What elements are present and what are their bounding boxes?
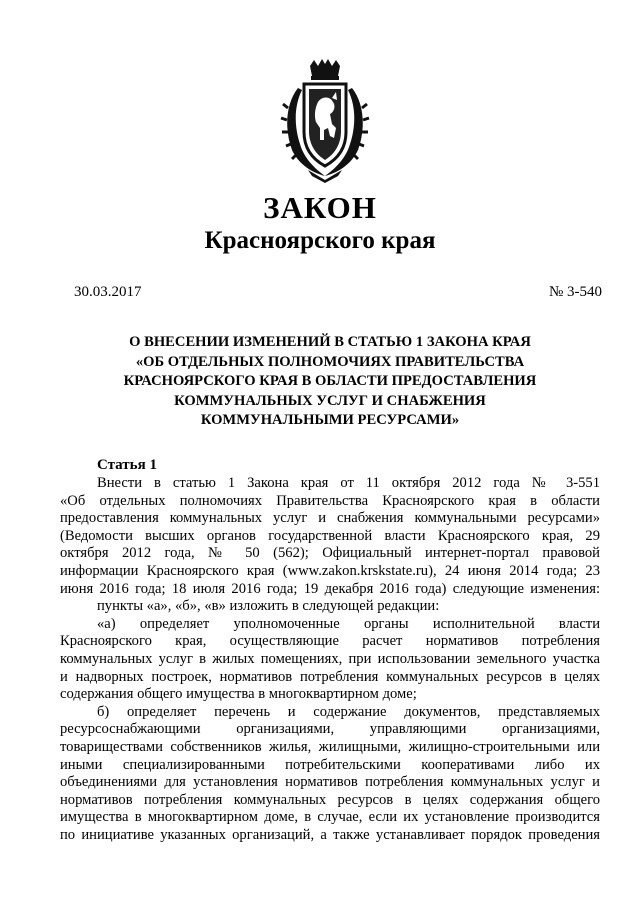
body-line: Внести в статью 1 Закона края от 11 октября 2012 года № 3-551: [97, 475, 600, 491]
coat-of-arms-emblem: [280, 58, 370, 184]
body-line: товариществами собственников жилья, жилищными, жилищно-строительными или: [60, 738, 600, 755]
article-body: [60, 475, 600, 844]
law-title-line: КРАСНОЯРСКОГО КРАЯ В ОБЛАСТИ ПРЕДОСТАВЛЕНИЯ: [123, 373, 537, 389]
body-line: Красноярского края, осуществляющие расчет нормативов потребления: [60, 633, 600, 650]
body-line: содержания общего имущества в многоквартирном доме;: [60, 686, 417, 703]
body-line: нормативов потребления коммунальных ресурсов в целях содержания общего: [60, 791, 600, 808]
body-line: информации Красноярского края (www.zakon.krskstate.ru), 24 июня 2014 года; 23: [60, 562, 600, 579]
law-title-line: КОММУНАЛЬНЫХ УСЛУГ И СНАБЖЕНИЯ: [174, 392, 486, 409]
body-line: пункты «а», «б», «в» изложить в следующей редакции:: [97, 598, 440, 615]
law-title-line: КОММУНАЛЬНЫМИ РЕСУРСАМИ»: [200, 412, 460, 428]
body-line: имущества в многоквартирном доме, в случае, если их установление производится: [60, 809, 600, 826]
body-line: иными специализированными потребительскими кооперативами либо их: [60, 756, 600, 773]
body-line: б) определяет перечень и содержание документов, представляемых: [97, 703, 600, 720]
body-line: объединениями для установления нормативов потребления коммунальных услуг и: [60, 774, 600, 791]
body-line: ресурсоснабжающими организациями, управляющими организациями,: [60, 721, 600, 738]
body-line: «Об отдельных полномочиях Правительства Красноярского края в области: [60, 492, 600, 509]
body-line: «а) определяет уполномоченные органы исполнительной власти: [97, 615, 600, 632]
body-line: (Ведомости высших органов государственной власти Красноярского края, 29: [60, 527, 600, 544]
law-date: 30.03.2017: [74, 284, 142, 300]
law-title-line: «ОБ ОТДЕЛЬНЫХ ПОЛНОМОЧИЯХ ПРАВИТЕЛЬСТВА: [135, 353, 525, 370]
article-heading: Статья 1: [97, 457, 157, 473]
body-line: по инициативе указанных организаций, а также устанавливает порядок проведения: [60, 826, 600, 843]
body-line: октября 2012 года, № 50 (562); Официальный интернет-портал правовой: [60, 545, 600, 562]
document-type-title: ЗАКОН: [263, 190, 377, 225]
law-title-line: О ВНЕСЕНИИ ИЗМЕНЕНИЙ В СТАТЬЮ 1 ЗАКОНА КРАЯ: [129, 334, 531, 350]
law-number: № 3-540: [548, 284, 602, 300]
body-line: предоставления коммунальных услуг и снабжения коммунальными ресурсами»: [60, 510, 600, 527]
body-line: и надворных построек, нормативов потребления коммунальных ресурсов в целях: [60, 668, 600, 685]
document-region-title: Красноярского края: [204, 227, 436, 254]
body-line: коммунальных услуг в жилых помещениях, при использовании земельного участка: [60, 650, 600, 667]
law-title: [80, 333, 580, 431]
body-line: июня 2016 года; 18 июля 2016 года; 19 декабря 2016 года) следующие изменения:: [60, 580, 600, 597]
